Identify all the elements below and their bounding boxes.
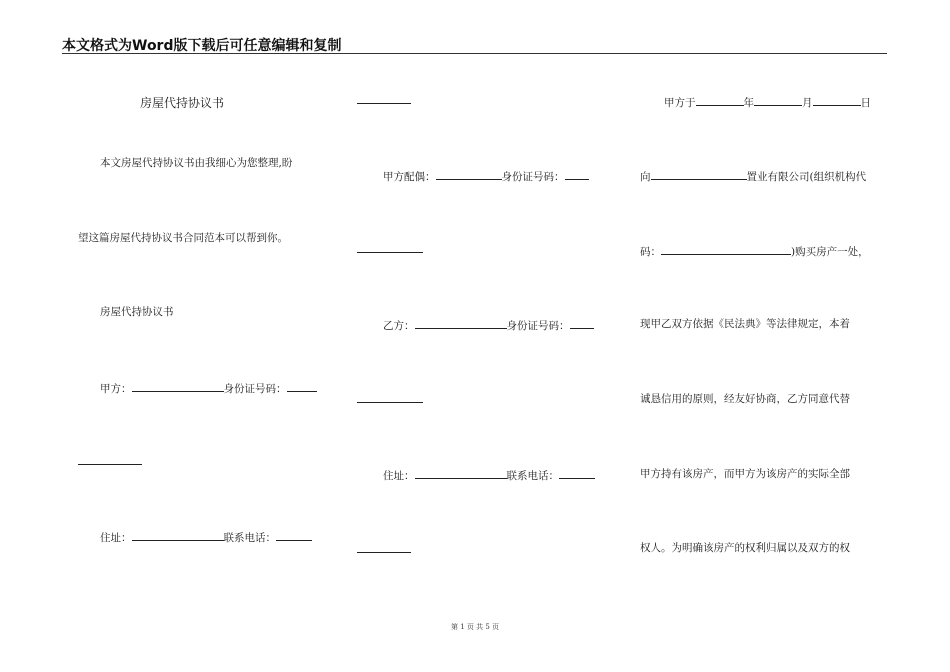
party-a-address-blank [132,529,224,541]
month-blank [754,94,802,106]
party-a-label: 甲方： [100,383,132,395]
org-code-label: 码： [640,246,661,258]
seller-prefix: 向 [640,171,651,183]
seller-suffix: 置业有限公司(组织机构代 [746,171,867,183]
spouse-id-label: 身份证号码： [501,171,565,183]
party-a-id-continuation-blank [78,464,142,465]
party-b-label: 乙方： [383,320,415,332]
year-label: 年 [743,97,754,109]
day-blank [813,94,861,106]
purchase-text: )购买房产一处， [791,246,869,258]
date-prefix: 甲方于 [664,97,696,109]
org-code-blank [661,243,791,255]
purchase-date-line [664,94,871,110]
spouse-name-blank [436,168,502,180]
party-a-id-blank [287,380,317,392]
party-a-address-line [100,529,312,545]
party-b-phone-continuation-blank [357,552,411,553]
party-b-line [383,317,594,333]
intro-line-2: 望这篇房屋代持协议书合同范本可以帮到你。 [78,232,288,244]
spouse-id-continuation-blank [357,252,423,253]
spouse-id-blank [565,168,589,180]
body-line-5: 诚恳信用的原则，经友好协商，乙方同意代替 [640,393,850,405]
seller-line [640,168,866,184]
agreement-subtitle: 房屋代持协议书 [100,306,174,318]
party-b-id-blank [570,317,594,329]
party-b-address-line [383,467,595,483]
intro-line-1: 本文房屋代持协议书由我细心为您整理,盼 [100,157,293,169]
year-blank [696,94,744,106]
header-divider [62,53,887,54]
party-b-name-blank [415,317,507,329]
party-b-id-continuation-blank [357,402,423,403]
party-a-phone-label: 联系电话： [223,532,276,544]
party-b-phone-blank [559,467,595,479]
party-a-address-label: 住址： [100,532,132,544]
document-title: 房屋代持协议书 [140,96,225,110]
party-a-phone-continuation-blank [357,103,411,104]
body-line-7: 权人。为明确该房产的权利归属以及双方的权 [640,542,850,554]
header-title: 本文格式为Word版下载后可任意编辑和复制 [62,38,342,54]
spouse-line [383,168,589,184]
party-a-name-blank [132,380,224,392]
body-line-4: 现甲乙双方依据《民法典》等法律规定，本着 [640,318,850,330]
party-a-line [100,380,317,396]
party-a-id-label: 身份证号码： [223,383,287,395]
party-b-address-blank [415,467,507,479]
spouse-label: 甲方配偶： [383,171,436,183]
party-b-address-label: 住址： [383,470,415,482]
party-a-phone-blank [276,529,312,541]
org-code-line [640,243,869,259]
month-label: 月 [802,97,813,109]
page-number: 第 1 页 共 5 页 [450,623,500,631]
party-b-phone-label: 联系电话： [506,470,559,482]
party-b-id-label: 身份证号码： [506,320,570,332]
seller-company-blank [651,168,747,180]
day-label: 日 [860,97,871,109]
body-line-6: 甲方持有该房产，而甲方为该房产的实际全部 [640,468,850,480]
